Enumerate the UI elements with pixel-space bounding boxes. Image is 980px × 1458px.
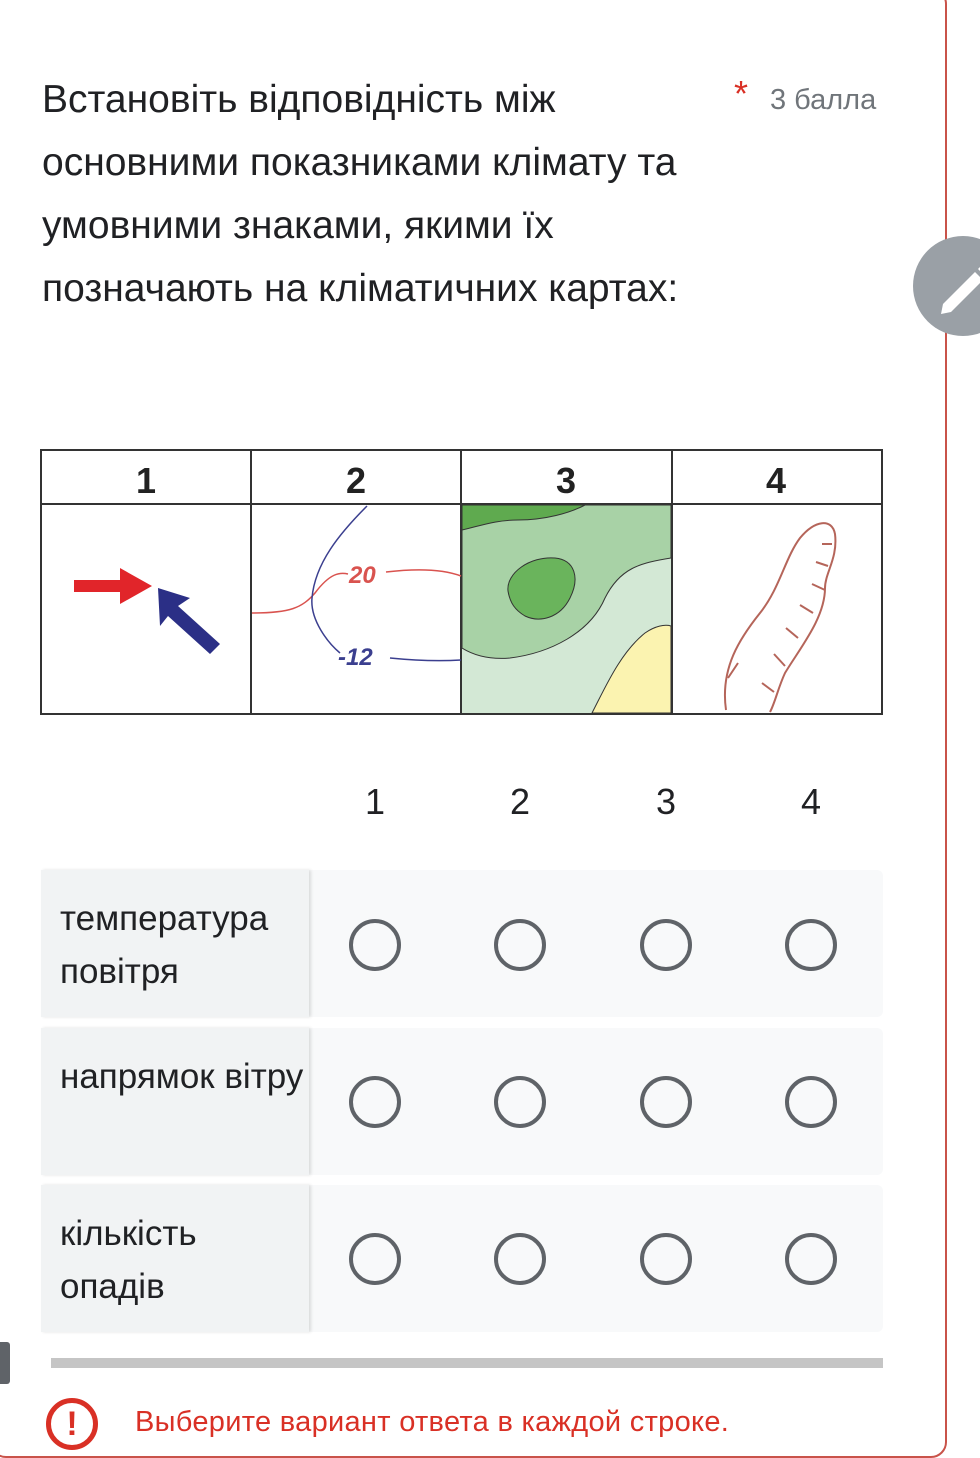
radio-row3-col4[interactable]	[785, 1233, 837, 1285]
row-label-cell	[41, 1028, 309, 1175]
edit-button[interactable]	[913, 236, 980, 336]
figure-col-number: 1	[135, 460, 157, 501]
grid-column-header: 4	[800, 781, 822, 822]
radio-row3-col3[interactable]	[640, 1233, 692, 1285]
radio-row2-col1[interactable]	[349, 1076, 401, 1128]
radio-row3-col1[interactable]	[349, 1233, 401, 1285]
row-label: кількість опадів	[60, 1214, 197, 1306]
row-label: температура повітря	[60, 899, 269, 991]
radio-row2-col4[interactable]	[785, 1076, 837, 1128]
grid-column-header: 1	[364, 781, 386, 822]
error-icon: !	[46, 1398, 98, 1450]
radio-row1-col2[interactable]	[494, 919, 546, 971]
scroll-marker	[0, 1342, 10, 1384]
grid-column-header: 2	[509, 781, 531, 822]
precipitation-zones-symbol	[462, 505, 671, 713]
climate-symbols-figure	[40, 448, 884, 716]
row-label-cell	[41, 870, 309, 1017]
question-title: Встановіть відповідність між основними показниками клімату та умовними знаками, якими їх позначають на кліматичних картах:	[42, 78, 679, 310]
isoline-label-20: 20	[349, 562, 376, 589]
figure-col-number: 2	[345, 460, 367, 501]
question-points: 3 балла	[770, 84, 877, 116]
radio-row2-col3[interactable]	[640, 1076, 692, 1128]
figure-col-number: 3	[555, 460, 577, 501]
isoline-label-minus12: -12	[338, 644, 373, 671]
grid-column-header: 3	[655, 781, 677, 822]
radio-row1-col3[interactable]	[640, 919, 692, 971]
grid-row	[41, 1185, 883, 1332]
grid-row	[41, 1028, 883, 1175]
radio-row1-col4[interactable]	[785, 919, 837, 971]
radio-row2-col2[interactable]	[494, 1076, 546, 1128]
radio-row3-col2[interactable]	[494, 1233, 546, 1285]
horizontal-scrollbar[interactable]	[51, 1358, 883, 1368]
figure-col-number: 4	[765, 460, 787, 501]
validation-error-message: Выберите вариант ответа в каждой строке.	[135, 1406, 730, 1438]
row-label: напрямок вітру	[60, 1057, 304, 1096]
radio-row1-col1[interactable]	[349, 919, 401, 971]
pencil-icon	[913, 236, 980, 336]
row-label-cell	[41, 1185, 309, 1332]
grid-row	[41, 870, 883, 1017]
required-asterisk: *	[734, 73, 749, 114]
